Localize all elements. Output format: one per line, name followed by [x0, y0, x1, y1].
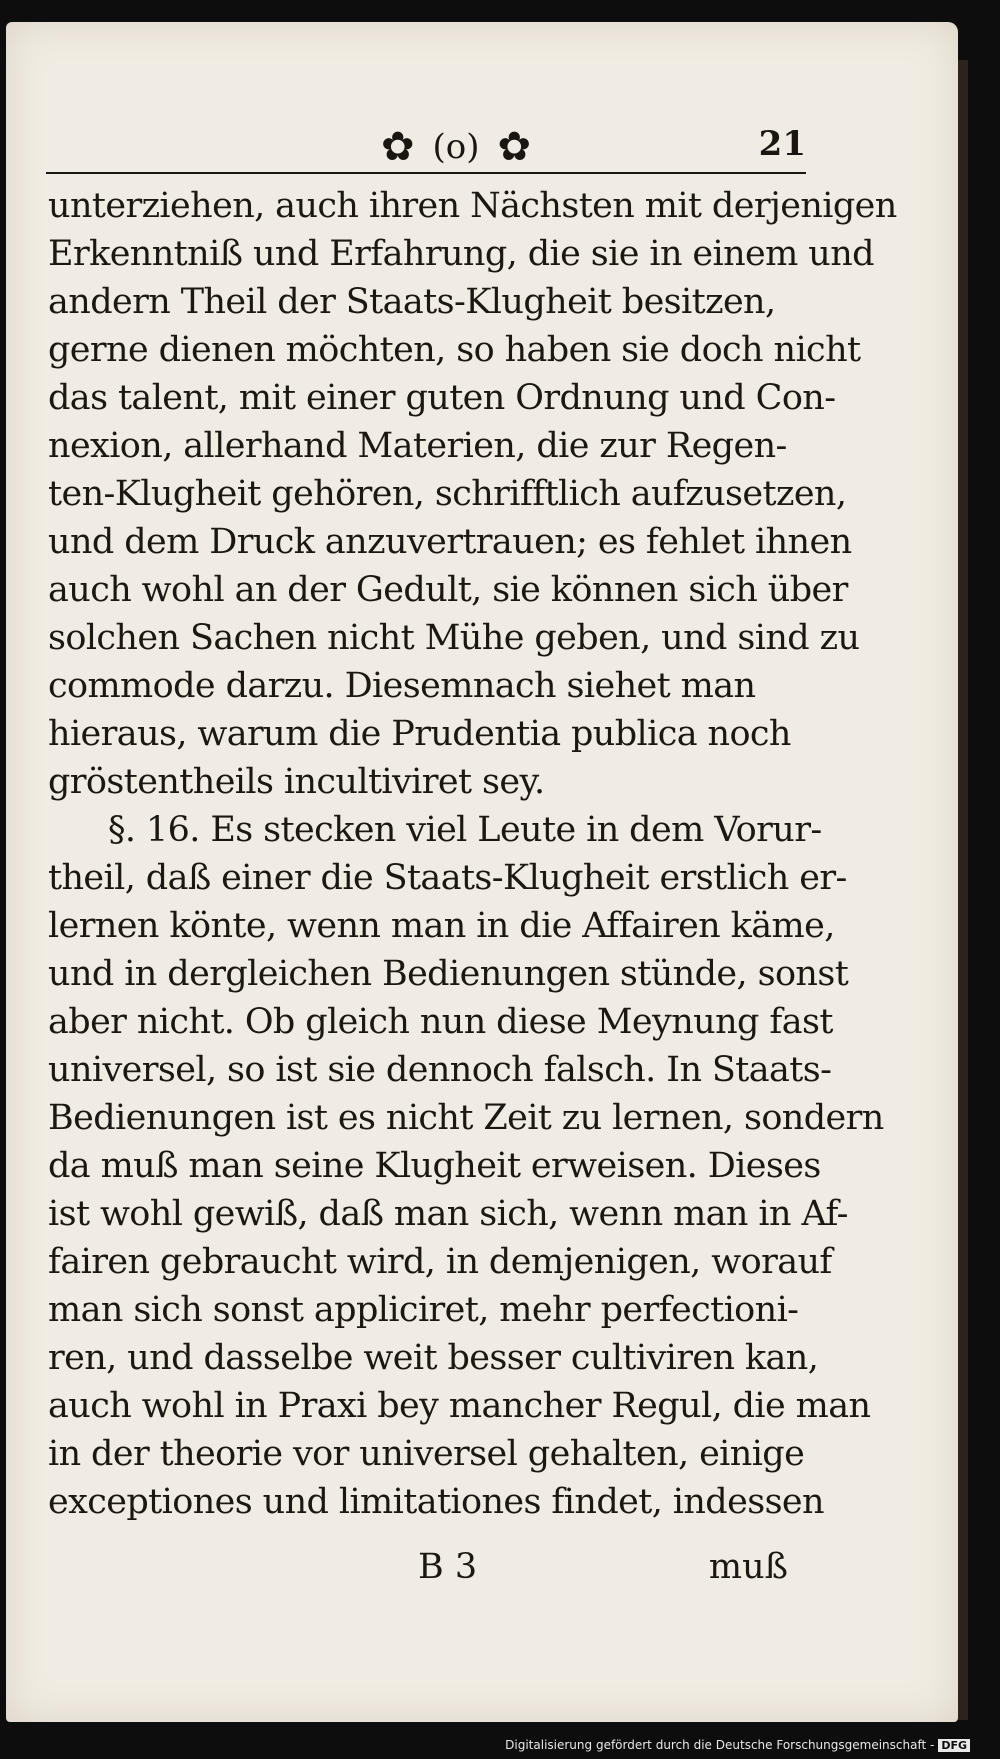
text-line: in der theorie vor universel gehalten, einige [48, 1434, 805, 1474]
text-line: nexion, allerhand Materien, die zur Regen- [48, 426, 787, 466]
text-line: auch wohl an der Gedult, sie können sich über [48, 570, 848, 610]
text-line: da muß man seine Klugheit erweisen. Dieses [48, 1146, 821, 1186]
text-line: aber nicht. Ob gleich nun diese Meynung fast [48, 1002, 833, 1042]
text-line: und in dergleichen Bedienungen stünde, sonst [48, 954, 849, 994]
text-line: §. 16. Es stecken viel Leute in dem Vorur- [108, 810, 822, 850]
header-ornament [346, 122, 566, 172]
credit-text: Digitalisierung gefördert durch die Deutsche Forschungsgemeinschaft - [505, 1738, 935, 1752]
text-line: ten-Klugheit gehören, schrifftlich aufzusetzen, [48, 474, 847, 514]
catchword: muß [708, 1547, 788, 1587]
text-line: solchen Sachen nicht Mühe geben, und sind zu [48, 618, 860, 658]
body-text [48, 182, 897, 1526]
dfg-logo: DFG [938, 1739, 970, 1752]
text-line: andern Theil der Staats-Klugheit besitzen, [48, 282, 776, 322]
text-line: gerne dienen möchten, so haben sie doch nicht [48, 330, 861, 370]
text-line: Erkenntniß und Erfahrung, die sie in einem und [48, 234, 874, 274]
text-line: universel, so ist sie dennoch falsch. In Staats- [48, 1050, 832, 1090]
text-line: auch wohl in Praxi bey mancher Regul, die man [48, 1386, 871, 1426]
text-line: hieraus, warum die Prudentia publica noch [48, 714, 791, 754]
text-line: commode darzu. Diesemnach siehet man [48, 666, 756, 706]
text-line: das talent, mit einer guten Ordnung und Con- [48, 378, 836, 418]
rosette-icon-left: ✿ [380, 124, 415, 170]
rosette-icon-right: ✿ [497, 124, 532, 170]
digitization-credit [505, 1738, 970, 1752]
text-line: lernen könte, wenn man in die Affairen käme, [48, 906, 835, 946]
page-edge [958, 60, 968, 1720]
text-line: und dem Druck anzuvertrauen; es fehlet ihnen [48, 522, 852, 562]
text-line: man sich sonst appliciret, mehr perfectioni- [48, 1290, 799, 1330]
text-line: ren, und dasselbe weit besser cultiviren kan, [48, 1338, 819, 1378]
header-rule [46, 172, 806, 174]
running-head: (o) [432, 127, 480, 167]
text-line: gröstentheils incultiviret sey. [48, 762, 545, 802]
book-page [6, 22, 958, 1722]
page-number: 21 [758, 124, 806, 164]
text-line: theil, daß einer die Staats-Klugheit erstlich er- [48, 858, 847, 898]
text-line: Bedienungen ist es nicht Zeit zu lernen, sondern [48, 1098, 884, 1138]
text-line: ist wohl gewiß, daß man sich, wenn man in Af- [48, 1194, 848, 1234]
page-header [46, 92, 806, 172]
page-footer [48, 1547, 788, 1597]
text-line: exceptiones und limitationes findet, indessen [48, 1482, 824, 1522]
text-line: fairen gebraucht wird, in demjenigen, worauf [48, 1242, 832, 1282]
text-line: unterziehen, auch ihren Nächsten mit derjenigen [48, 186, 897, 226]
signature-mark: B 3 [418, 1547, 478, 1587]
